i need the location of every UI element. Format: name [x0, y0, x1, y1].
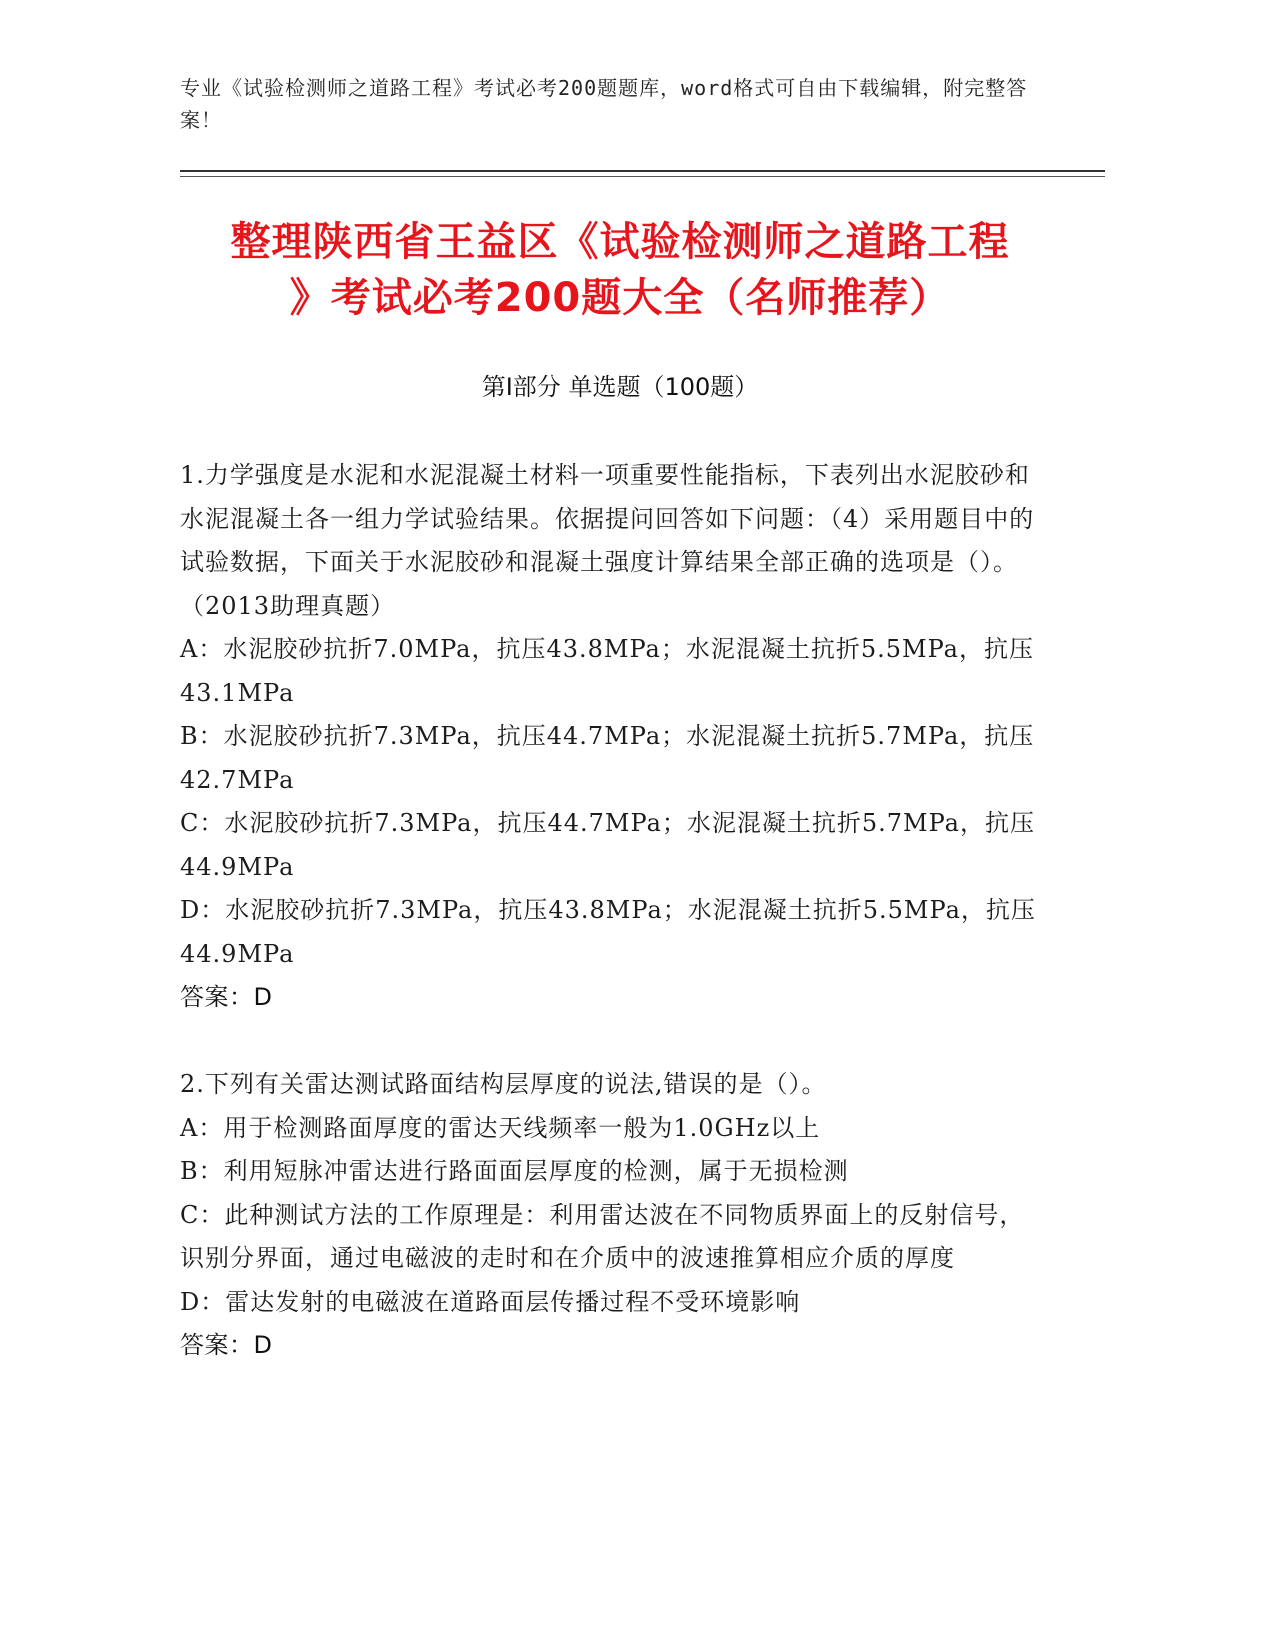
section-heading: 第Ⅰ部分 单选题（100题）: [481, 373, 759, 401]
header-rule-thick: [180, 170, 1105, 172]
option-d: D：雷达发射的电磁波在道路面层传播过程不受环境影响: [180, 1287, 801, 1316]
option-c: C：此种测试方法的工作原理是：利用雷达波在不同物质界面上的反射信号，识别分界面，通过电磁波的走时和在介质中的波速推算相应介质的厚度: [180, 1200, 1025, 1272]
option-b: B：利用短脉冲雷达进行路面面层厚度的检测，属于无损检测: [180, 1157, 849, 1185]
answer-line: 答案：D: [180, 983, 273, 1011]
document-title: [180, 214, 1060, 326]
question-stem: 2.下列有关雷达测试路面结构层厚度的说法,错误的是（）。: [180, 1070, 827, 1098]
question-block: [180, 454, 1040, 1020]
question-block: [180, 1063, 1040, 1368]
option-d: D：水泥胶砂抗折7.3MPa，抗压43.8MPa；水泥混凝土抗折5.5MPa，抗压44.9MPa: [180, 896, 1036, 968]
document-title-line-2: 》考试必考200题大全（名师推荐）: [289, 275, 951, 321]
option-c: C：水泥胶砂抗折7.3MPa，抗压44.7MPa；水泥混凝土抗折5.7MPa，抗压44.9MPa: [180, 809, 1035, 881]
document-title-line-1: 整理陕西省王益区《试验检测师之道路工程: [230, 219, 1010, 265]
question-stem: 1.力学强度是水泥和水泥混凝土材料一项重要性能指标，下表列出水泥胶砂和水泥混凝土各一组力学试验结果。依据提问回答如下问题：（4）采用题目中的试验数据，下面关于水泥胶砂和混凝土强度计算结果全部正确的选项是（）。（2013助理真题）: [180, 461, 1035, 620]
header-note: 专业《试验检测师之道路工程》考试必考200题题库，word格式可自由下载编辑，附完整答案！: [180, 76, 1028, 132]
option-a: A：用于检测路面厚度的雷达天线频率一般为1.0GHz以上: [180, 1113, 821, 1142]
option-b: B：水泥胶砂抗折7.3MPa，抗压44.7MPa；水泥混凝土抗折5.7MPa，抗压42.7MPa: [180, 722, 1035, 794]
option-a: A：水泥胶砂抗折7.0MPa，抗压43.8MPa；水泥混凝土抗折5.5MPa，抗压43.1MPa: [180, 635, 1034, 707]
answer-line: 答案：D: [180, 1331, 273, 1359]
header-rule-thin: [180, 176, 1105, 177]
